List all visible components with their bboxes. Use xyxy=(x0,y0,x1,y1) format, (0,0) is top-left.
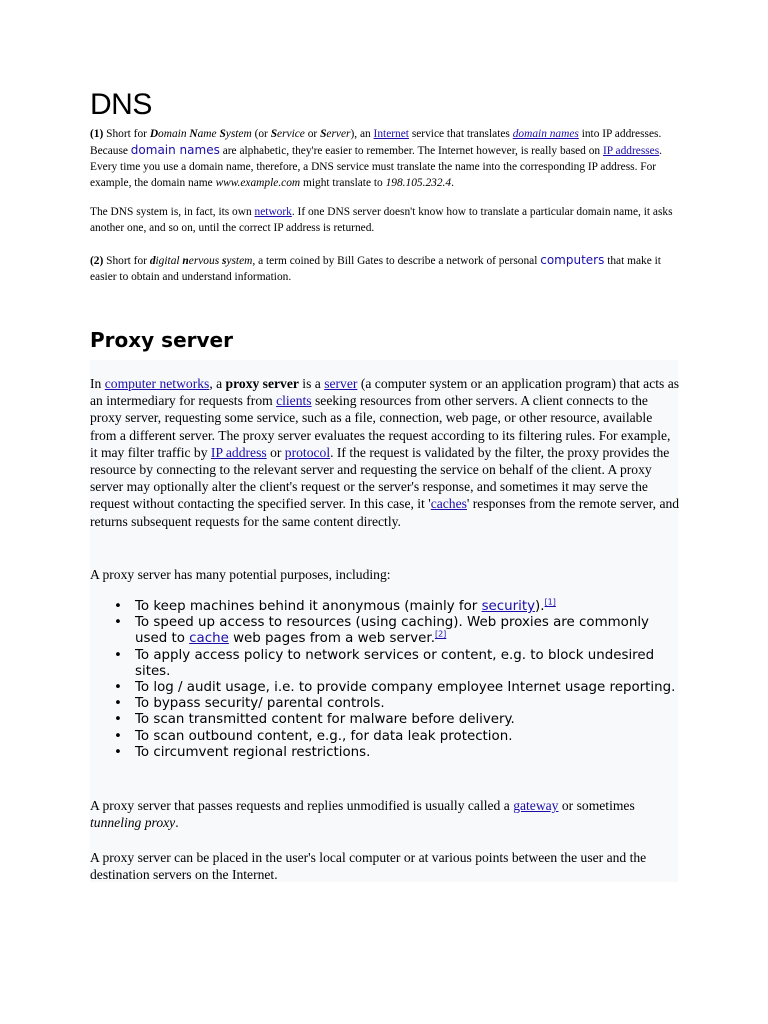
computers-link[interactable]: computers xyxy=(540,253,605,267)
computer-networks-link[interactable]: computer networks xyxy=(104,376,210,391)
list-item: • To scan outbound content, e.g., for data leak protection. xyxy=(135,729,680,745)
dns-title: DNS xyxy=(90,88,152,121)
server-link[interactable]: server xyxy=(324,376,358,391)
domain-names-link[interactable]: domain names xyxy=(512,128,579,140)
placement-paragraph: A proxy server can be placed in the user's local computer or at various points between the user and the destination servers on the Internet. xyxy=(90,850,647,883)
cache-link[interactable]: cache xyxy=(189,631,229,647)
reference-1-link[interactable]: [1] xyxy=(544,597,556,607)
dns-definition-2: (2) Short for digital nervous system, a term coined by Bill Gates to describe a network of personal computers that make it easier to obtain and understand information. xyxy=(90,253,661,283)
ip-address-link[interactable]: IP address xyxy=(210,444,267,460)
purposes-intro: A proxy server has many potential purposes, including: xyxy=(90,567,391,582)
list-item: • To speed up access to resources (using caching). Web proxies are commonly used to cache web pages from a web server.[2] xyxy=(135,615,680,647)
list-item: • To scan transmitted content for malware before delivery. xyxy=(135,712,680,728)
dns-definition-1: (1) Short for Domain Name System (or Service or Server), an Internet service that translates domain names into IP addresses. Because domain names are alphabetic, they're easier to remember. The Internet however, is really based on IP addresses. Every time you use a domain name, therefore, a DNS service must translate the name into the corresponding IP address. For example, the domain name www.example.com might translate to 198.105.232.4. xyxy=(90,128,663,189)
protocol-link[interactable]: protocol xyxy=(284,444,331,460)
proxy-title: Proxy server xyxy=(90,328,233,352)
list-item: • To log / audit usage, i.e. to provide company employee Internet usage reporting. xyxy=(135,680,680,696)
internet-link[interactable]: Internet xyxy=(373,128,409,140)
proxy-intro-paragraph: In computer networks, a proxy server is a server (a computer system or an application program) that acts as an intermediary for requests from clients seeking resources from other servers. A client connects to the proxy server, requesting some service, such as a file, connection, web page, or other resource, available from a different server. The proxy server evaluates the request according to its filtering rules. For example, it may filter traffic by IP address or protocol. If the request is validated by the filter, the proxy provides the resource by connecting to the relevant server and requesting the service on behalf of the client. A proxy server may optionally alter the client's request or the server's response, and sometimes it may serve the request without contacting the specified server. In this case, it 'caches' responses from the remote server, and returns subsequent requests for the same content directly. xyxy=(90,376,680,529)
list-item: • To apply access policy to network services or content, e.g. to block undesired sites. xyxy=(135,648,680,680)
purposes-list xyxy=(90,599,680,761)
network-link[interactable]: network xyxy=(254,206,292,218)
domain-names-link-2[interactable]: domain names xyxy=(130,143,220,157)
security-link[interactable]: security xyxy=(481,599,536,614)
gateway-link[interactable]: gateway xyxy=(513,798,559,813)
ip-addresses-link[interactable]: IP addresses xyxy=(602,145,660,157)
gateway-paragraph: A proxy server that passes requests and replies unmodified is usually called a gateway or sometimes tunneling proxy. xyxy=(90,798,635,831)
list-item: • To circumvent regional restrictions. xyxy=(135,745,680,761)
dns-definition-network: The DNS system is, in fact, its own network. If one DNS server doesn't know how to translate a particular domain name, it asks another one, and so on, until the correct IP address is returned. xyxy=(90,206,673,234)
clients-link[interactable]: clients xyxy=(276,393,312,409)
list-item: • To keep machines behind it anonymous (mainly for security).[1] xyxy=(135,599,680,615)
caches-link[interactable]: caches xyxy=(430,496,467,512)
list-item: • To bypass security/ parental controls. xyxy=(135,696,680,712)
reference-2-link[interactable]: [2] xyxy=(434,629,447,639)
